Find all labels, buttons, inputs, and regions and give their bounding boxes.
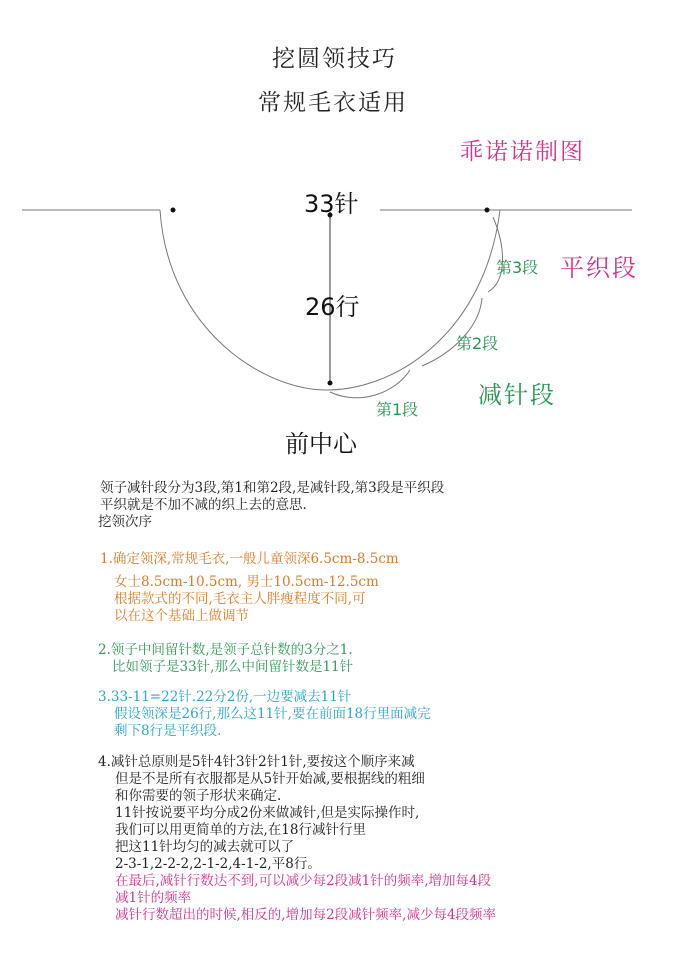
bottom-center-dot [328,381,333,386]
step-1-line: 1.确定领深,常规毛衣,一般儿童领深6.5cm-8.5cm [100,551,399,567]
title-line-1: 挖圆领技巧 [272,46,397,72]
right-marker-dot [485,208,490,213]
step-4-line: 但是不是所有衣服都是从5针开始减,要根据线的粗细 [115,771,425,787]
stitch-count-label: 33针 [304,190,359,218]
row-count-label: 26行 [305,293,360,321]
step-4-line: 把这11针均匀的减去就可以了 [115,839,295,855]
title-line-2: 常规毛衣适用 [258,90,408,116]
step-2-line: 2.领子中间留针数,是领子总针数的3分之1. [98,642,353,658]
left-marker-dot [171,208,176,213]
step-3-line: 剩下8行是平织段. [114,723,222,739]
step-3-line: 假设领深是26行,那么这11针,要在前面18行里面减完 [114,706,431,722]
step-2-text [98,642,353,676]
step-1-text [100,551,399,625]
step-4-line: 2-3-1,2-2-2,2-1-2,4-1-2,平8行。 [115,856,321,872]
step-2-line: 比如领子是33针,那么中间留针数是11针 [112,659,354,675]
step-4-note [115,873,496,924]
neckline-diagram [0,0,690,460]
front-center-label: 前中心 [285,430,357,458]
intro-line: 领子减针段分为3段,第1和第2段,是减针段,第3段是平织段 [100,480,445,496]
intro-line: 平织就是不加不减的织上去的意思. [100,497,307,513]
step-4-line: 11针按说要平均分成2份来做减针,但是实际操作时, [115,805,420,821]
step-3-line: 3.33-11=22针.22分2份,一边要减去11针 [98,689,352,705]
step-3-text [98,689,431,740]
segment-2-label: 第2段 [456,334,499,353]
step-4-text [98,754,425,873]
segment-1-bracket [330,370,410,398]
step-4-line: 和你需要的领子形状来确定. [115,788,282,804]
step-1-line: 以在这个基础上做调节 [114,608,249,624]
intro-text [100,480,444,531]
step-4-note-line: 减1针的频率 [115,890,192,906]
step-4-note-line: 减针行数超出的时候,相反的,增加每2段减针频率,减少每4段频率 [115,907,497,923]
segment-3-label: 第3段 [496,258,539,277]
step-4-line: 4.减针总原则是5针4针3针2针1针,要按这个顺序来减 [98,754,415,770]
step-1-line: 根据款式的不同,毛衣主人胖瘦程度不同,可 [114,591,366,607]
flat-segment-label: 平织段 [560,254,638,282]
step-4-line: 我们可以用更简单的方法,在18行减针行里 [115,822,366,838]
step-4-note-line: 在最后,减针行数达不到,可以减少每2段减1针的频率,增加每4段 [115,873,492,889]
intro-line: 挖领次序 [98,514,152,530]
author-credit: 乖诺诺制图 [460,139,585,165]
step-1-line: 女士8.5cm-10.5cm, 男士10.5cm-12.5cm [114,574,379,590]
decrease-segment-label: 减针段 [478,381,556,409]
segment-1-label: 第1段 [376,400,419,419]
